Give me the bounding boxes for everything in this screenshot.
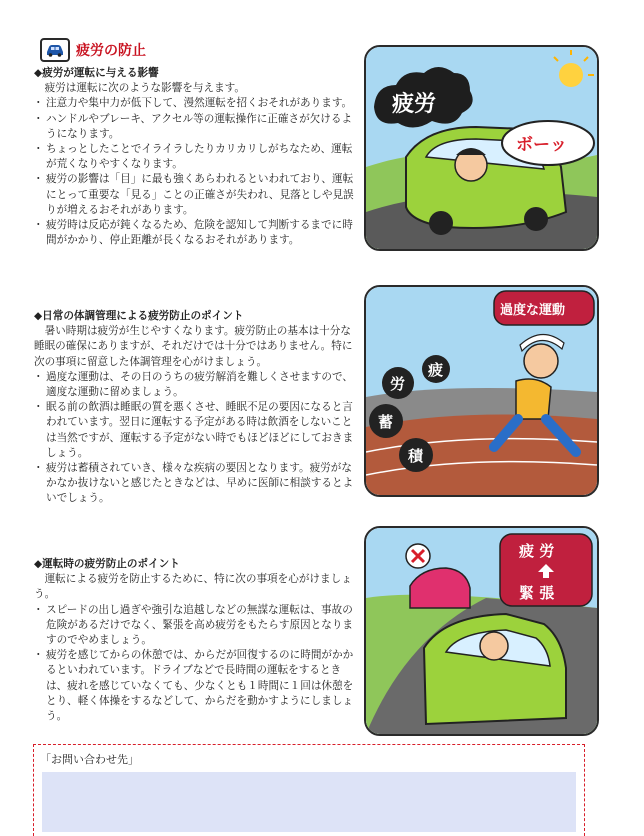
fatigue-char: 疲 [428,361,444,379]
sign-text-tension: 緊 張 [519,584,555,602]
section-intro: 暑い時期は疲労が生じやすくなります。疲労防止の基本は十分な睡眠の確保にありますが、それだけでは十分ではありません。特に次の事項に留意した体調管理を心がけましょう。 [34,325,353,368]
section-daily-care [34,309,356,507]
list-item: ・ 疲労は蓄積されていき、様々な疾病の要因となります。疲労がなかなか抜けないと感じたときなどは、早めに医師に相談するとよいでしょう。 [34,461,356,507]
section-heading: ◆疲労が運転に与える影響 [34,67,159,79]
illustration-tired-driver [364,45,599,251]
illustration-reckless-driving [364,526,599,736]
bubble-text: ボーッ [516,135,567,155]
list-item: ・ 注意力や集中力が低下して、漫然運転を招くおそれがあります。 [34,96,356,111]
section-heading: ◆運転時の疲労防止のポイント [34,558,180,570]
cloud-text: 疲労 [392,92,437,117]
car-icon [40,38,70,62]
contact-label: 「お問い合わせ先」 [40,753,139,766]
sign-text-fatigue: 疲 労 [519,542,555,560]
list-item: ・ 過度な運動は、その日のうちの疲労解消を難しくさせますので、適度な運動に留めましょう。 [34,370,356,400]
green-car [424,614,566,724]
fatigue-char: 労 [390,375,406,393]
list-item: ・ 疲労を感じてからの休憩では、からだが回復するのに時間がかかるといわれています。ドライブなどで長時間の運転をするときは、疲れを感じていなくても、少なくとも１時間に１回は休憩をとり、軽く体操をするなどして、からだを動かすようにしましょう。 [34,648,356,724]
bullet-list [34,603,356,725]
section-intro: 運転による疲労を防止するために、特に次の事項を心がけましょう。 [34,573,352,601]
prohibited-icon [406,544,430,568]
list-item: ・ スピードの出し過ぎや強引な追越しなどの無謀な運転は、事故の危険があるだけでなく、緊張を高め疲労をもたらす原因となりますのでやめましょう。 [34,603,356,649]
list-item: ・ ハンドルやブレーキ、アクセル等の運転操作に正確さが欠けるようになります。 [34,112,356,142]
page-title: 疲労の防止 [76,43,146,59]
contact-info-area [42,772,576,832]
page-title-row [40,38,146,62]
illustration-runner [364,285,599,497]
fatigue-char: 蓄 [378,413,394,431]
fatigue-char: 積 [408,447,424,465]
section-driving-tips [34,557,356,724]
list-item: ・ 疲労の影響は「目」に最も強くあらわれるといわれており、運転にとって重要な「見る」ことの正確さが失われ、見落としや見誤りが増えるおそれがあります。 [34,172,356,218]
bullet-list [34,370,356,507]
section-heading: ◆日常の体調管理による疲労防止のポイント [34,310,244,322]
banner-text: 過度な運動 [500,303,566,318]
contact-box [33,744,585,836]
list-item: ・ ちょっとしたことでイライラしたりカリカリしがちなため、運転が荒くなりやすくなります。 [34,142,356,172]
list-item: ・ 眠る前の飲酒は睡眠の質を悪くさせ、睡眠不足の要因になると言われています。翌日に運転する予定がある時は飲酒をしないことは当然ですが、運転する予定がない時でもほどほどにしておきましょう。 [34,400,356,461]
section-intro: 疲労は運転に次のような影響を与えます。 [44,82,246,95]
section-fatigue-effects [34,66,356,248]
bullet-list [34,96,356,248]
driver-face [455,148,487,181]
list-item: ・ 疲労時は反応が鈍くなるため、危険を認知して判断するまでに時間がかかり、停止距離が長くなるおそれがあります。 [34,218,356,248]
